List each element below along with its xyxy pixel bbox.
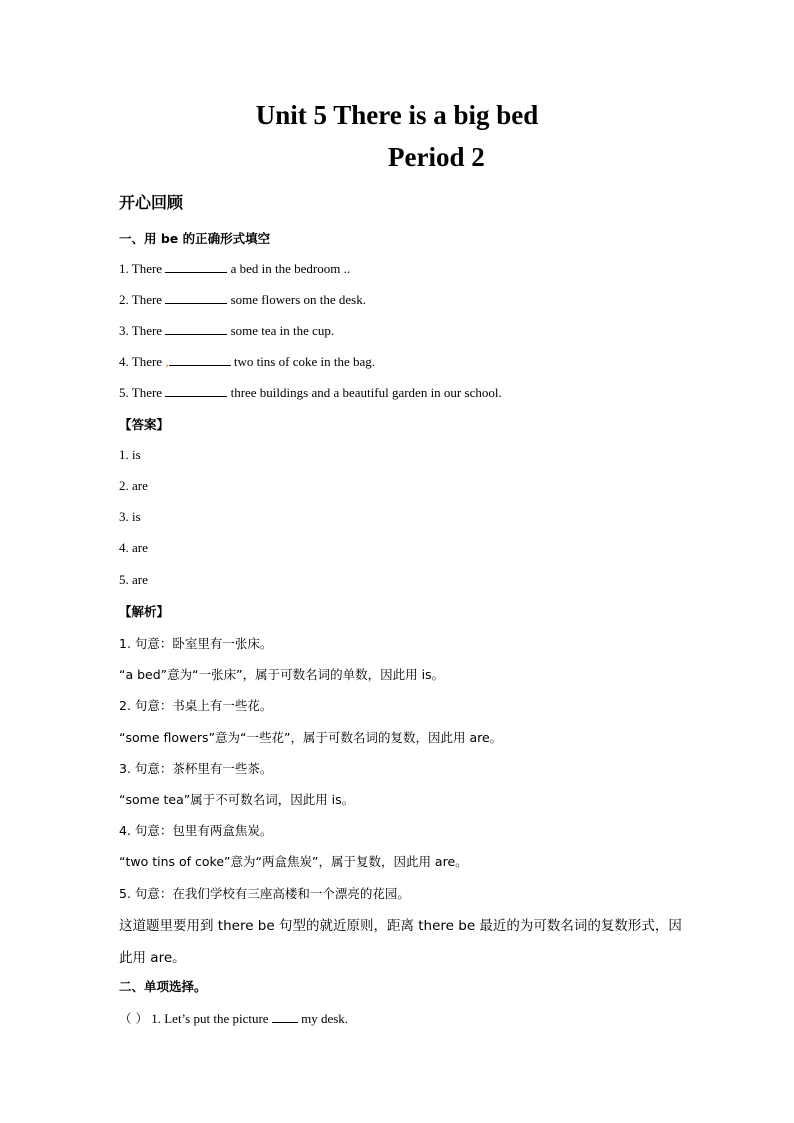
analysis-3-explain: “some tea”属于不可数名词，因此用 is。 — [119, 792, 355, 807]
part1-heading: 一、用 be 的正确形式填空 — [119, 231, 271, 246]
answer-paren[interactable]: （ ） — [119, 1011, 148, 1026]
question-3-prefix: 3. There — [119, 323, 163, 338]
choice-question-1-blank[interactable] — [272, 1010, 298, 1023]
analysis-5-explain: 这道题里要用到 there be 句型的就近原则，距离 there be 最近的为可数名词的复数形式，因 — [119, 918, 682, 934]
question-5-blank[interactable] — [165, 384, 227, 397]
question-4-mark: , — [165, 354, 169, 369]
question-2-prefix: 2. There — [119, 292, 163, 307]
answer-5: 5. are — [119, 572, 148, 587]
question-2-text: some flowers on the desk. — [230, 292, 366, 307]
page-subtitle: Period 2 — [388, 142, 485, 172]
answer-2: 2. are — [119, 478, 148, 493]
question-1-text: a bed in the bedroom .. — [230, 261, 351, 276]
question-4-prefix: 4. There — [119, 354, 163, 369]
question-3 — [119, 322, 334, 339]
analysis-5-explain-cont: 此用 are。 — [119, 950, 186, 966]
choice-question-1 — [119, 1009, 348, 1027]
question-4-blank[interactable] — [169, 353, 231, 366]
question-1 — [119, 260, 350, 277]
answer-4: 4. are — [119, 540, 148, 555]
question-4 — [119, 353, 375, 370]
choice-question-1-text: 1. Let’s put the picture — [151, 1011, 269, 1026]
question-2 — [119, 291, 366, 308]
question-3-blank[interactable] — [165, 322, 227, 335]
question-1-prefix: 1. There — [119, 261, 163, 276]
answer-3: 3. is — [119, 509, 141, 524]
analysis-4-meaning: 4. 句意：包里有两盒焦炭。 — [119, 823, 273, 838]
analysis-2-meaning: 2. 句意：书桌上有一些花。 — [119, 698, 273, 713]
page-title: Unit 5 There is a big bed — [255, 100, 539, 130]
analysis-1-explain: “a bed”意为“一张床”，属于可数名词的单数，因此用 is。 — [119, 667, 445, 682]
question-5-prefix: 5. There — [119, 385, 163, 400]
choice-question-1-rest: my desk. — [301, 1011, 349, 1026]
analysis-3-meaning: 3. 句意：茶杯里有一些茶。 — [119, 761, 273, 776]
answer-1: 1. is — [119, 447, 141, 462]
question-2-blank[interactable] — [165, 291, 227, 304]
analysis-4-explain: “two tins of coke”意为“两盒焦炭”，属于复数，因此用 are。 — [119, 854, 468, 869]
analysis-5-meaning: 5. 句意：在我们学校有三座高楼和一个漂亮的花园。 — [119, 886, 410, 901]
analysis-1-meaning: 1. 句意：卧室里有一张床。 — [119, 636, 273, 651]
question-5 — [119, 384, 502, 401]
analysis-2-explain: “some flowers”意为“一些花”，属于可数名词的复数，因此用 are。 — [119, 730, 503, 745]
part2-heading: 二、单项选择。 — [119, 979, 207, 994]
review-heading: 开心回顾 — [119, 193, 184, 212]
question-3-text: some tea in the cup. — [230, 323, 335, 338]
question-5-text: three buildings and a beautiful garden in our school. — [230, 385, 502, 400]
question-4-text: two tins of coke in the bag. — [233, 354, 375, 369]
question-1-blank[interactable] — [165, 260, 227, 273]
analysis-heading: 【解析】 — [119, 604, 170, 619]
answer-heading: 【答案】 — [119, 417, 170, 432]
